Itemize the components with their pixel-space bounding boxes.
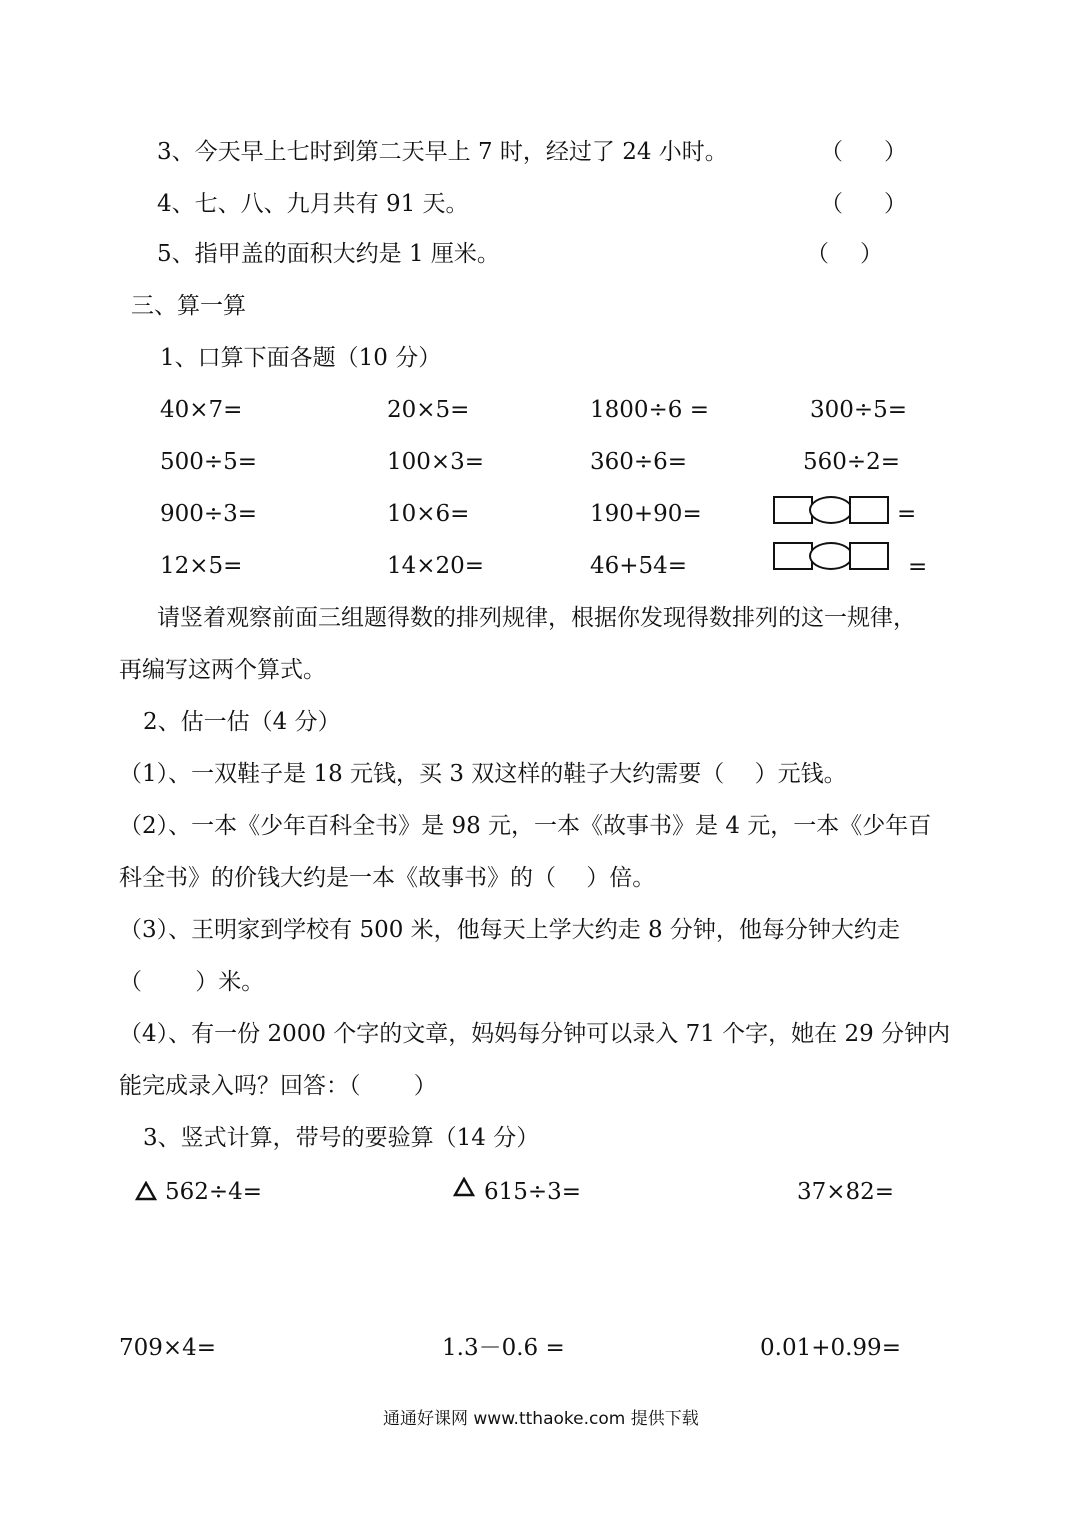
vertical-problem: 615÷3= [484,1179,582,1205]
mental-problem: 560÷2= [803,449,901,475]
instruction-line-2: 再编写这两个算式。 [119,657,326,683]
section-title: 三、算一算 [131,293,246,319]
footer-source: 通通好课网 www.tthaoke.com 提供下载 [383,1409,699,1429]
vertical-problem: 709×4= [119,1335,217,1361]
judge-question-5: 5、指甲盖的面积大约是 1 厘米。 [157,241,500,267]
vertical-problem: 0.01+0.99= [760,1335,901,1361]
mental-problem: 10×6= [387,501,470,527]
answer-paren-open-4: （ [820,191,843,217]
mental-problem: 46+54= [590,553,688,579]
blank-oval [809,542,853,570]
mental-problem: 1800÷6 = [590,397,710,423]
blank-rectangle [773,542,813,570]
part3-title: 3、竖式计算，带号的要验算（14 分） [143,1125,540,1151]
triangle-icon [135,1181,157,1201]
blank-expression-shape [773,496,889,524]
estimation-question-3-line-1: （3）、王明家到学校有 500 米，他每天上学大约走 8 分钟，他每分钟大约走 [119,917,900,943]
mental-problem: 12×5= [160,553,243,579]
estimation-question-4-line-1: （4）、有一份 2000 个字的文章，妈妈每分钟可以录入 71 个字，她在 29 分钟内 [119,1021,951,1047]
triangle-icon [453,1177,475,1197]
mental-problem: 100×3= [387,449,485,475]
mental-problem: 300÷5= [810,397,908,423]
estimation-question-1: （1）、一双鞋子是 18 元钱，买 3 双这样的鞋子大约需要（ ）元钱。 [119,761,847,787]
answer-paren-open-5: （ [806,241,829,267]
answer-paren-close-5: ） [860,241,883,267]
mental-problem: 190+90= [590,501,702,527]
mental-problem: 900÷3= [160,501,258,527]
mental-problem: 360÷6= [590,449,688,475]
blank-oval [809,496,853,524]
estimation-question-2-line-2: 科全书》的价钱大约是一本《故事书》的（ ）倍。 [119,865,656,891]
part2-title: 2、估一估（4 分） [143,709,341,735]
vertical-problem: 562÷4= [165,1179,263,1205]
answer-paren-close-4: ） [884,191,907,217]
vertical-problem: 37×82= [797,1179,895,1205]
vertical-problem: 1.3－0.6 = [442,1335,565,1361]
part1-title: 1、口算下面各题（10 分） [160,345,442,371]
estimation-question-2-line-1: （2）、一本《少年百科全书》是 98 元，一本《故事书》是 4 元，一本《少年百 [119,813,932,839]
blank-rectangle [849,496,889,524]
mental-problem: 40×7= [160,397,243,423]
blank-expression-shape [773,542,889,570]
blank-equals: = [908,554,928,580]
blank-rectangle [849,542,889,570]
estimation-question-4-line-2: 能完成录入吗？回答：（ ） [119,1073,437,1099]
judge-question-4: 4、七、八、九月共有 91 天。 [157,191,469,217]
mental-problem: 20×5= [387,397,470,423]
mental-problem: 14×20= [387,553,485,579]
instruction-line-1: 请竖着观察前面三组题得数的排列规律，根据你发现得数排列的这一规律， [157,605,916,631]
blank-rectangle [773,496,813,524]
answer-paren-open-3: （ [820,139,843,165]
judge-question-3: 3、今天早上七时到第二天早上 7 时，经过了 24 小时。 [157,139,728,165]
mental-problem: 500÷5= [160,449,258,475]
answer-paren-close-3: ） [884,139,907,165]
estimation-question-3-line-2: （ ）米。 [119,969,265,995]
blank-equals: = [897,501,917,527]
